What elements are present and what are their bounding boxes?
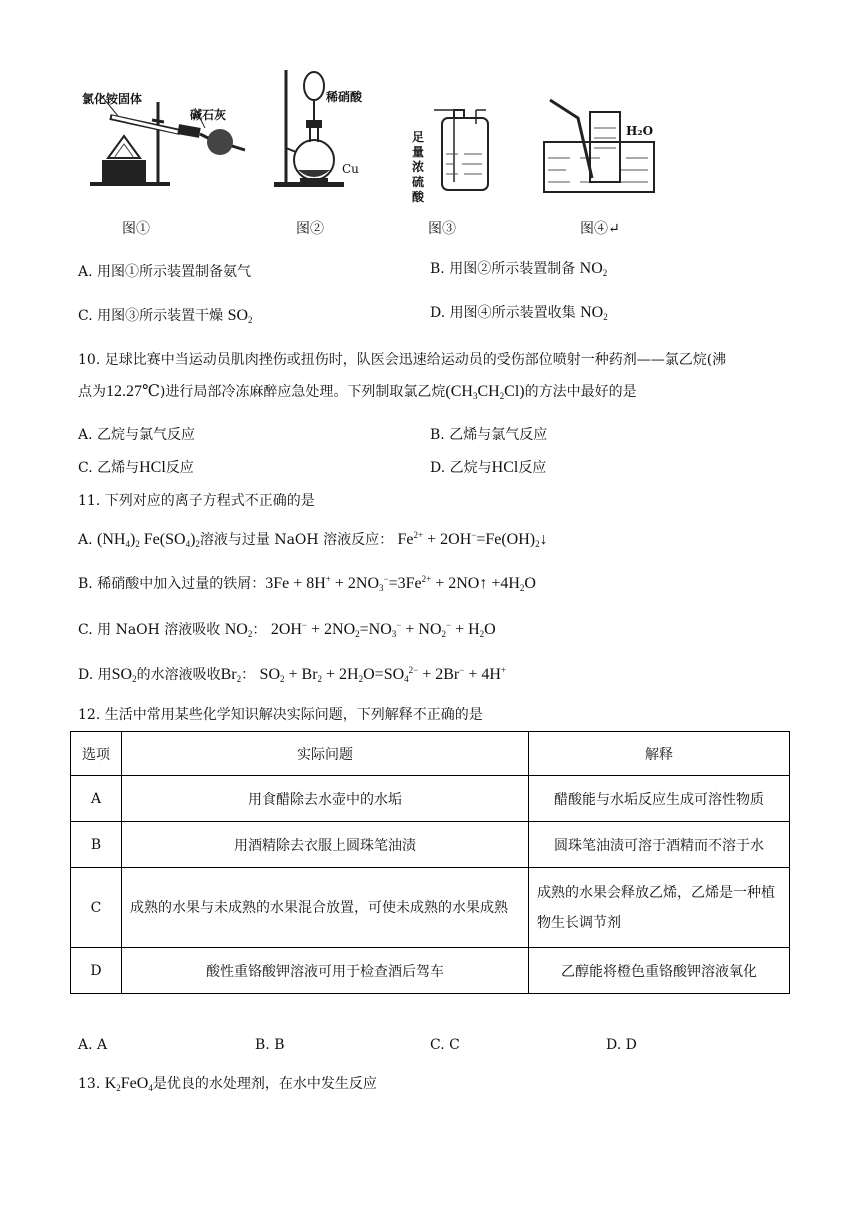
- q11-option-a: A. $(NH_4)_2$ $Fe(SO_4)_2$溶液与过量 NaOH 溶液反应： $Fe^{2+}$ + $2OH^-=Fe(OH)_2↓$: [78, 530, 548, 549]
- table-row: D 酸性重铬酸钾溶液可用于检查酒后驾车 乙醇能将橙色重铬酸钾溶液氧化: [71, 948, 790, 994]
- q12-answer-c: C. C: [430, 1037, 460, 1053]
- figure-3-drying-bottle: [424, 104, 514, 196]
- q10-option-a: A. 乙烷与氯气反应: [78, 427, 196, 443]
- caption-figure-4: 图④↵: [580, 221, 620, 237]
- q10-option-c: C. 乙烯与HCl反应: [78, 459, 194, 476]
- caption-figure-1: 图①: [122, 221, 150, 237]
- q9-option-d: D. 用图④所示装置收集 $NO_2$: [430, 304, 608, 322]
- table-row: C 成熟的水果与未成熟的水果混合放置，可使未成熟的水果成熟 成熟的水果会释放乙烯，乙烯是一种植物生长调节剂: [71, 868, 790, 948]
- q10-option-d: D. 乙烷与HCl反应: [430, 459, 547, 476]
- label-water: H₂O: [626, 124, 654, 138]
- label-conc-sulfuric-acid: 足量浓硫酸: [412, 130, 425, 204]
- table-header-explanation: 解释: [529, 732, 790, 776]
- label-dilute-nitric-acid: 稀硝酸: [326, 90, 363, 104]
- q11-option-b: B. 稀硝酸中加入过量的铁屑：$3Fe + 8H^+ + 2NO_3^-=3Fe^{2+}$ + 2NO↑ $+4H_2O$: [78, 574, 536, 593]
- q11-stem: 11. 下列对应的离子方程式不正确的是: [78, 493, 315, 509]
- label-copper: Cu: [342, 162, 359, 176]
- q11-option-c: C. 用 NaOH 溶液吸收 $NO_2$： $2OH^- + 2NO_2=NO_3^- + NO_2^- + H_2O$: [78, 620, 496, 639]
- q13-stem: 13. $K_2FeO_4$是优良的水处理剂，在水中发生反应: [78, 1075, 377, 1093]
- apparatus-figures: [70, 62, 670, 242]
- figure-1-ammonia-apparatus: [70, 62, 250, 192]
- q9-option-c: C. 用图③所示装置干燥 $SO_2$: [78, 307, 253, 325]
- q9-option-b: B. 用图②所示装置制备 $NO_2$: [430, 260, 608, 278]
- q10-stem-line2: 点为12.27℃)进行局部冷冻麻醉应急处理。下列制取氯乙烷$(CH_3CH_2Cl)$的方法中最好的是: [78, 383, 637, 401]
- figure-4-water-collection: [540, 98, 660, 196]
- table-row: A 用食醋除去水壶中的水垢 醋酸能与水垢反应生成可溶性物质: [71, 776, 790, 822]
- table-header-problem: 实际问题: [122, 732, 529, 776]
- q10-option-b: B. 乙烯与氯气反应: [430, 427, 548, 443]
- q12-table: [70, 731, 790, 994]
- q12-answer-a: A. A: [78, 1037, 108, 1053]
- q12-answer-d: D. D: [606, 1037, 637, 1053]
- table-row: B 用酒精除去衣服上圆珠笔油渍 圆珠笔油渍可溶于酒精而不溶于水: [71, 822, 790, 868]
- caption-figure-2: 图②: [296, 221, 324, 237]
- q9-option-a: A. 用图①所示装置制备氨气: [78, 264, 252, 280]
- caption-figure-3: 图③: [428, 221, 456, 237]
- q12-stem: 12. 生活中常用某些化学知识解决实际问题，下列解释不正确的是: [78, 707, 483, 723]
- table-header-option: 选项: [71, 732, 122, 776]
- q10-stem-line1: 10. 足球比赛中当运动员肌肉挫伤或扭伤时，队医会迅速给运动员的受伤部位喷射一种药剂——氯乙烷(沸: [78, 352, 727, 368]
- label-ammonium-chloride: 氯化铵固体: [82, 92, 143, 106]
- q11-option-d: D. 用$SO_2$的水溶液吸收$Br_2$： $SO_2 + Br_2 + 2H_2O=SO_4^{2-} + 2Br^- + 4H^+$: [78, 665, 506, 684]
- label-soda-lime: 碱石灰: [190, 108, 227, 122]
- q12-answer-b: B. B: [255, 1037, 285, 1053]
